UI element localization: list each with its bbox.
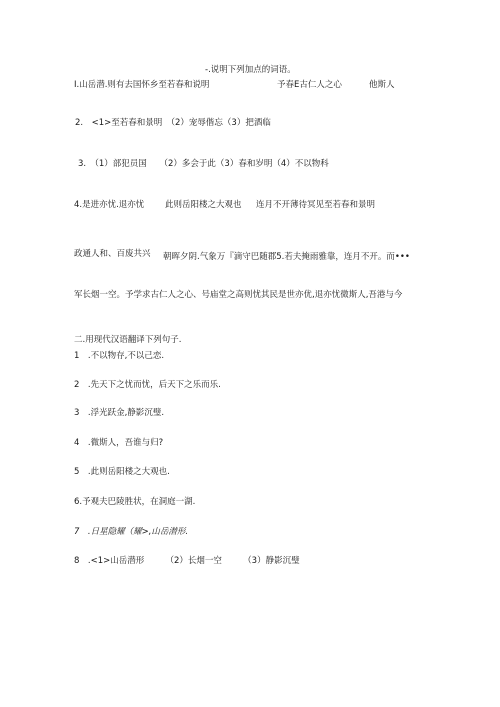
section1-row4-mid: 此则岳阳楼之大观也 bbox=[165, 200, 242, 210]
section1-row5-right: 朝晖夕阴.气象万『滴守巴随郡5.若夫掩雨雅靠，连月不开。而••• bbox=[163, 252, 410, 262]
section1-row6: 军长烟一空。予学求古仁人之心、号庙堂之高则忧其民是世亦优,退亦忧微斯人,吾港与今 bbox=[74, 290, 403, 300]
section-heading: -.说明下列加点的词语。 bbox=[205, 65, 296, 75]
section1-row1-mid: 予春E古仁人之心 bbox=[277, 80, 342, 90]
section1-row4-right: 连月不开薄待冥见至若春和景明 bbox=[256, 200, 376, 210]
section1-row2: 2. <1>至若春和景明 （2）宠辱偕忘（3）把酒临 bbox=[75, 118, 271, 128]
section1-row3: 3. （1）部犯员国 （2）多会于此（3）春和岁明（4）不以物科 bbox=[78, 159, 329, 169]
section1-row4-left: 4.是进亦忧.退亦忧 bbox=[74, 200, 145, 210]
translate-item-8: 8 .<1>山岳潜形 （2）长烟一空 （3）静影沉璧 bbox=[74, 556, 300, 566]
translate-item-4: 4 .微斯人，吾谁与归? bbox=[74, 438, 164, 448]
translate-item-2: 2 .先天下之忧而忧，后天下之乐而乐. bbox=[74, 380, 221, 390]
translate-item-3: 3 .浮光跃金,静影沉璧. bbox=[74, 408, 165, 418]
translate-item-1: 1 .不以物存,不以己恋. bbox=[74, 351, 165, 361]
translate-item-7: 7 .日星隐耀（耀>,山岳潜形. bbox=[74, 527, 189, 537]
translate-item-5: 5 .此则岳阳楼之大观也. bbox=[74, 467, 170, 477]
section1-row1-right: 他斯人 bbox=[369, 80, 395, 90]
section2-title: 二.用现代汉语翻译下列句子. bbox=[74, 335, 182, 345]
translate-item-6: 6.予观夫巴陵胜状，在洞庭一湖. bbox=[74, 497, 196, 507]
section1-row1-item: I.山岳潜.则有去国怀乡至若春和说明 bbox=[74, 80, 210, 90]
section1-row5-left: 政通人和、百废共兴 bbox=[74, 249, 151, 259]
